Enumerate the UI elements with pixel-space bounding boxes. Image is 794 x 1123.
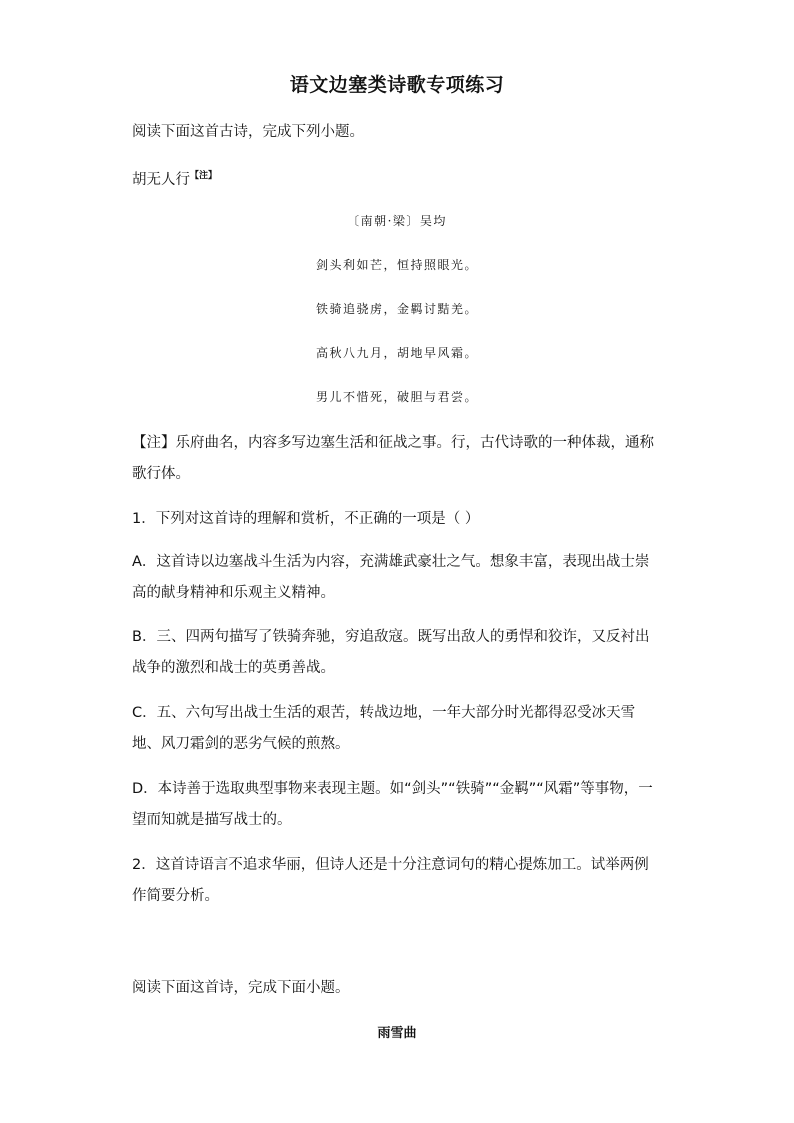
poem-title-text: 胡无人行 (132, 171, 190, 188)
poem-title-note-mark: 【注】 (190, 171, 218, 181)
section2-poem-title: 雨雪曲 (377, 1026, 417, 1041)
question-2: 2．这首诗语言不追求华丽，但诗人还是十分注意词句的精心提炼加工。试举两例作简要分析。 (132, 857, 649, 904)
poem-line: 铁骑追骁虏，金羁讨黠羌。 (315, 302, 478, 316)
question-1: 1．下列对这首诗的理解和赏析，不正确的一项是（ ） (132, 511, 480, 527)
poem-line: 剑头利如芒，恒持照眼光。 (315, 258, 478, 272)
page-title: 语文边塞类诗歌专项练习 (289, 74, 505, 96)
option-b: B．三、四两句描写了铁骑奔驰，穷追敌寇。既写出敌人的勇悍和狡诈，又反衬出战争的激烈和战士的英勇善战。 (132, 629, 650, 676)
option-d: D．本诗善于选取典型事物来表现主题。如“剑头”“铁骑”“金羁”“风霜”等事物，一望而知就是描写战士的。 (132, 781, 653, 828)
poem-title (132, 166, 217, 190)
option-a: A．这首诗以边塞战斗生活为内容，充满雄武豪壮之气。想象丰富，表现出战士崇高的献身精神和乐观主义精神。 (132, 554, 650, 601)
poem-note: 【注】乐府曲名，内容多写边塞生活和征战之事。行，古代诗歌的一种体裁，通称歌行体。 (132, 435, 654, 482)
option-c: C．五、六句写出战士生活的艰苦，转战边地，一年大部分时光都得忍受冰天雪地、风刀霜剑的恶劣气候的煎熬。 (132, 705, 636, 752)
poem-line: 男儿不惜死，破胆与君尝。 (315, 390, 478, 404)
section2-intro: 阅读下面这首诗，完成下面小题。 (132, 980, 350, 996)
poem-line: 高秋八九月，胡地早风霜。 (315, 346, 478, 360)
poem-author: 〔南朝·梁〕吴均 (347, 214, 447, 228)
section1-intro: 阅读下面这首古诗，完成下列小题。 (132, 124, 364, 140)
